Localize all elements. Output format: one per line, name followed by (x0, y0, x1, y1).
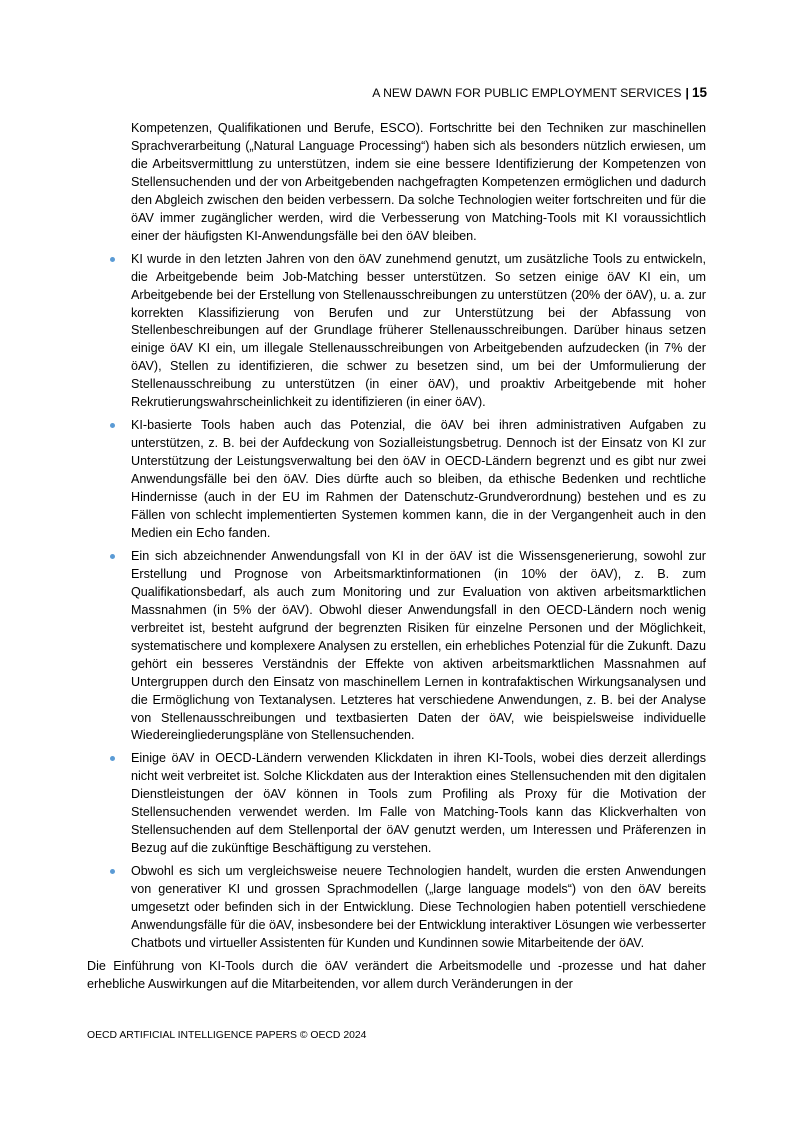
bullet-item (87, 750, 706, 858)
continued-paragraph: Kompetenzen, Qualifikationen und Berufe, ESCO). Fortschritte bei den Techniken zur maschinellen Sprachverarbeitung („Natural Language Processing“) haben sich als besonders nützlich erwiesen, um die Arbeitsvermittlung zu unterstützen, indem sie eine bessere Identifizierung der Kompetenzen von Stellensuchenden und der von Arbeitgebenden nachgefragten Kompetenzen ermöglichen und dadurch den Abgleich zwischen den beiden verbessern. Da solche Technologien weiter fortschreiten und für die öAV immer zugänglicher werden, wird die Verbesserung von Matching-Tools mit KI voraussichtlich einer der häufigsten KI-Anwendungsfälle bei den öAV bleiben. (131, 121, 706, 243)
header-separator: | (685, 86, 689, 100)
bullet-text: Einige öAV in OECD-Ländern verwenden Klickdaten in ihren KI-Tools, wobei dies derzeit allerdings nicht weit verbreitet ist. Solche Klickdaten aus der Interaktion eines Stellensuchenden mit den digitalen Dienstleistungen der öAV können in Tools zum Profiling als Proxy für die Motivation der Stellensuchenden verwendet werden. Im Falle von Matching-Tools kann das Klickverhalten von Stellensuchenden auf dem Stellenportal der öAV genutzt werden, um Interessen und Präferenzen in Bezug auf die zukünftige Beschäftigung zu verstehen. (131, 751, 706, 856)
bullet-dot-icon (110, 423, 115, 428)
bullet-item (87, 417, 706, 543)
bullet-text: KI wurde in den letzten Jahren von den öAV zunehmend genutzt, um zusätzliche Tools zu entwickeln, die Arbeitgebende beim Job-Matching besser unterstützen. So setzen einige öAV KI ein, um Arbeitgebende bei der Erstellung von Stellenausschreibungen zu unterstützen (20% der öAV), u. a. zur korrekten Klassifizierung von Berufen und zur Unterstützung bei der Abfassung von Stellenbeschreibungen auf der Grundlage früherer Stellenausschreibungen. Darüber hinaus setzen einige öAV KI ein, um illegale Stellenausschreibungen von Arbeitgebenden aufzudecken (in 7% der öAV), Stellen zu identifizieren, die schwer zu besetzen sind, um bei der Umformulierung der Stellenausschreibung zu unterstützen (in einer öAV), und proaktiv Arbeitgebende mit hoher Rekrutierungswahrscheinlichkeit zu identifizieren (in einer öAV). (131, 251, 706, 410)
page-footer: OECD ARTIFICIAL INTELLIGENCE PAPERS © OECD 2024 (87, 1030, 367, 1041)
bullet-dot-icon (110, 756, 115, 761)
running-header (372, 85, 707, 100)
page-body (87, 120, 706, 994)
bullet-dot-icon (110, 554, 115, 559)
bullet-dot-icon (110, 869, 115, 874)
running-title: A NEW DAWN FOR PUBLIC EMPLOYMENT SERVICES (372, 86, 682, 100)
closing-paragraph: Die Einführung von KI-Tools durch die öAV verändert die Arbeitsmodelle und -prozesse und hat daher erhebliche Auswirkungen auf die Mitarbeitenden, vor allem durch Veränderungen in der (87, 958, 706, 991)
bullet-item (87, 251, 706, 413)
bullet-text: Ein sich abzeichnender Anwendungsfall von KI in der öAV ist die Wissensgenerierung, sowohl zur Erstellung und Prognose von Arbeitsmarktinformationen (in 10% der öAV), z. B. zum Qualifikationsbedarf, als auch zum Monitoring und zur Evaluation von aktiven arbeitsmarktlichen Massnahmen (in 5% der öAV). Obwohl dieser Anwendungsfall in den OECD-Ländern noch wenig verbreitet ist, besteht aufgrund der begrenzten Risiken für einzelne Personen und der Möglichkeit, systematischere und komplexere Analysen zu erstellen, ein erhebliches Potenzial für die Zukunft. Dazu gehört ein besseres Verständnis der Effekte von aktiven arbeitsmarktlichen Massnahmen auf Untergruppen durch den Einsatz von maschinellem Lernen in kontrafaktischen Wirkungsanalysen und die Ermöglichung von Textanalysen. Letzteres hat verschiedene Anwendungen, z. B. bei der Analyse von Stellenausschreibungen und textbasierten Daten der öAV, wie beispielsweise individuelle Wiedereingliederungspläne von Stellensuchenden. (131, 548, 706, 743)
bullet-item (87, 863, 706, 953)
bullet-text: KI-basierte Tools haben auch das Potenzial, die öAV bei ihren administrativen Aufgaben zu unterstützen, z. B. bei der Aufdeckung von Sozialleistungsbetrug. Dennoch ist der Einsatz von KI zur Unterstützung der Leistungsverwaltung bei den öAV in OECD-Ländern begrenzt und es gibt nur zwei Anwendungsfälle bei den öAV. Dies dürfte auch so bleiben, da ethische Bedenken und rechtliche Hindernisse (auch in der EU im Rahmen der Datenschutz-Grundverordnung) bestehen und es zu Fällen von schlecht implementierten Systemen kommen kann, die in der Vergangenheit auch in den Medien ein Echo fanden. (131, 418, 706, 540)
bullet-text: Obwohl es sich um vergleichsweise neuere Technologien handelt, wurden die ersten Anwendungen von generativer KI und grossen Sprachmodellen („large language models“) von den öAV bereits umgesetzt oder befinden sich in der Entwicklung. Diese Technologien haben potentiell verschiedene Anwendungsfälle für die öAV, insbesondere bei der Entwicklung interaktiver Lösungen wie verbesserter Chatbots und virtueller Assistenten für Kunden und Kundinnen sowie Mitarbeitende der öAV. (131, 864, 706, 950)
bullet-dot-icon (110, 257, 115, 262)
bullet-list (87, 251, 706, 953)
page-number: 15 (691, 85, 707, 100)
bullet-item (87, 548, 706, 745)
